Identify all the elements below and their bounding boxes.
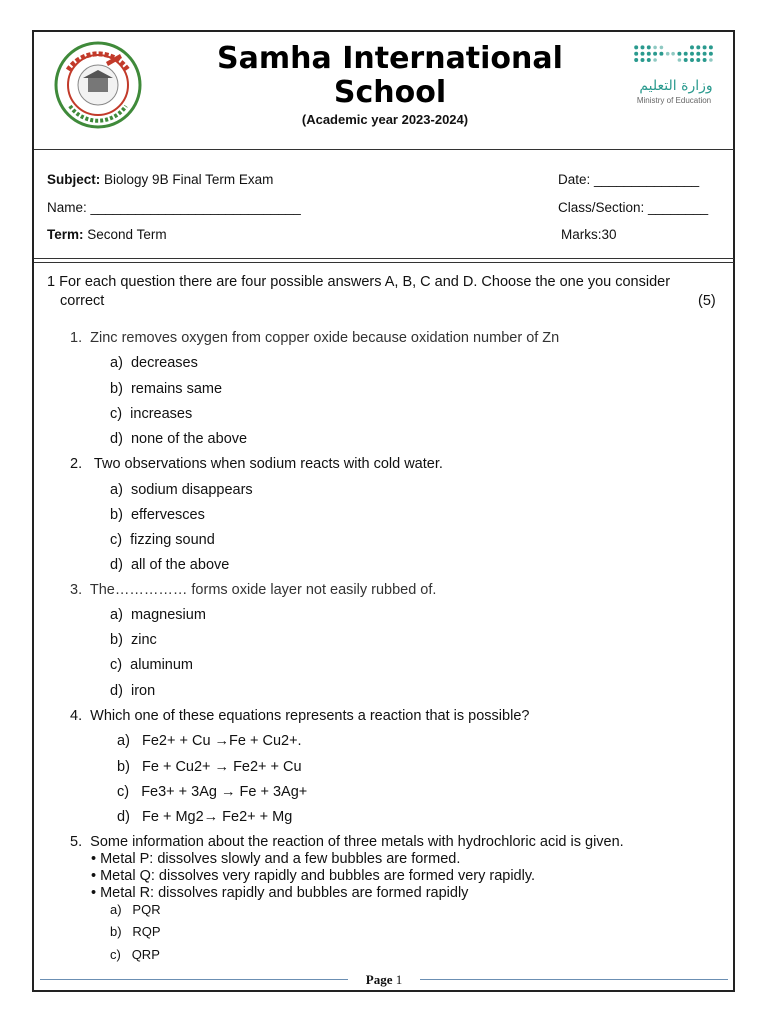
school-name-line1: Samha International	[217, 41, 563, 76]
option: c) Fe3+ + 3Ag → Fe + 3Ag+	[117, 784, 308, 800]
option: a) magnesium	[110, 607, 206, 623]
class-section-field: Class/Section: ________	[558, 200, 709, 215]
ministry-name-arabic: وزارة التعليم	[639, 78, 713, 94]
term-row	[47, 227, 167, 242]
question-bullet: • Metal R: dissolves rapidly and bubbles are formed rapidly	[91, 885, 469, 901]
option: a) PQR	[110, 902, 161, 917]
info-divider	[34, 258, 734, 259]
subject-value: Biology 9B Final Term Exam	[104, 172, 274, 187]
question-text: Zinc removes oxygen from copper oxide because oxidation number of Zn	[90, 330, 560, 346]
info-divider-2	[34, 262, 734, 263]
question-text: The…………… forms oxide layer not easily rubbed of.	[89, 582, 437, 598]
page-number	[352, 972, 416, 988]
question-3	[70, 582, 436, 598]
question-number: 1.	[70, 330, 83, 346]
subject-row	[47, 172, 273, 187]
question-number: 3.	[70, 582, 83, 598]
school-logo	[48, 40, 148, 130]
marks-label: Marks:30	[561, 227, 617, 242]
option: b) remains same	[110, 381, 223, 397]
section-instruction-cont: correct	[60, 293, 105, 309]
ministry-name-english: Ministry of Education	[636, 96, 712, 105]
footer-line-right	[420, 979, 728, 980]
option: c) aluminum	[110, 657, 194, 673]
school-name	[190, 42, 590, 110]
option: a) sodium disappears	[110, 482, 253, 498]
option: b) zinc	[110, 632, 157, 648]
question-text: Two observations when sodium reacts with cold water.	[93, 456, 443, 472]
option: d) iron	[110, 683, 156, 699]
option: a) Fe2+ + Cu →Fe + Cu2+.	[117, 733, 302, 749]
subject-label: Subject:	[47, 172, 101, 187]
ministry-logo	[624, 42, 724, 78]
option: b) Fe + Cu2+ → Fe2+ + Cu	[117, 759, 302, 775]
question-5	[70, 834, 624, 850]
question-1	[70, 330, 559, 346]
option: c) QRP	[110, 947, 160, 962]
school-name-line2: School	[333, 75, 447, 110]
page-number-value: 1	[395, 972, 403, 987]
question-number: 2.	[70, 456, 83, 472]
academic-year: (Academic year 2023-2024)	[301, 112, 469, 127]
question-number: 4.	[70, 708, 83, 724]
term-value: Second Term	[87, 227, 167, 242]
name-field: Name: ____________________________	[47, 200, 301, 215]
option: c) increases	[110, 406, 193, 422]
question-bullet: • Metal P: dissolves slowly and a few bubbles are formed.	[91, 851, 461, 867]
question-4	[70, 708, 529, 724]
section-marks: (5)	[698, 293, 716, 309]
option: d) all of the above	[110, 557, 230, 573]
date-field: Date: ______________	[558, 172, 700, 187]
option: d) Fe + Mg2→ Fe2+ + Mg	[117, 809, 293, 825]
option: b) RQP	[110, 924, 161, 939]
question-number: 5.	[70, 834, 83, 850]
section-instruction: 1 For each question there are four possible answers A, B, C and D. Choose the one you consider	[47, 274, 671, 290]
option: b) effervesces	[110, 507, 205, 523]
question-2	[70, 456, 443, 472]
term-label: Term:	[47, 227, 84, 242]
option: a) decreases	[110, 355, 198, 371]
header-divider	[34, 149, 734, 150]
question-bullet: • Metal Q: dissolves very rapidly and bubbles are formed very rapidly.	[91, 868, 536, 884]
question-text: Which one of these equations represents a reaction that is possible?	[90, 708, 530, 724]
question-text: Some information about the reaction of three metals with hydrochloric acid is given.	[90, 834, 624, 850]
footer-line-left	[40, 979, 348, 980]
option: c) fizzing sound	[110, 532, 215, 548]
option: d) none of the above	[110, 431, 248, 447]
page-word: Page	[365, 972, 393, 987]
